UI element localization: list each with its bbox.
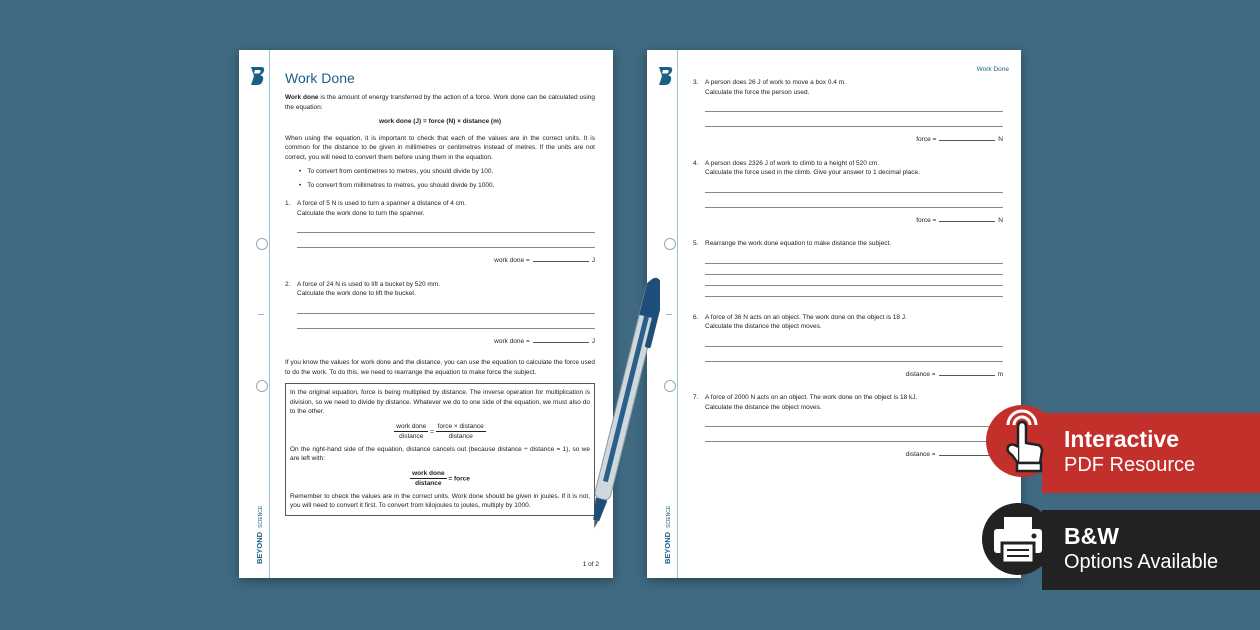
brand-sub-text: SCIENCE (258, 505, 264, 528)
brand-text: BEYOND (255, 531, 264, 564)
page-title: Work Done (285, 70, 355, 86)
interactive-banner (1042, 413, 1260, 493)
answer-line[interactable] (705, 263, 1003, 264)
punch-hole (664, 238, 676, 250)
question-instruction: Calculate the distance the object moves. (705, 403, 822, 411)
brand-text: BEYOND (663, 531, 672, 564)
answer-line[interactable] (705, 274, 1003, 275)
banner-text (1064, 522, 1218, 574)
fraction-row (290, 469, 590, 489)
answer-line[interactable] (297, 247, 595, 248)
answer-label: force = (916, 136, 937, 143)
question-number: 7. (693, 394, 699, 401)
question-text: A force of 2000 N acts on an object. The work done on the object is 18 kJ. (705, 394, 918, 401)
answer-line[interactable] (705, 207, 1003, 208)
intro-text: is the amount of energy transferred by the action of a force. Work done can be calculated using the equation: (285, 94, 595, 111)
question-text: A force of 36 N acts on an object. The work done on the object is 18 J. (705, 313, 907, 321)
answer-line[interactable] (705, 426, 1003, 427)
banner-title: Interactive (1064, 426, 1180, 452)
banner-subtitle: Options Available (1064, 551, 1219, 573)
question-2 (285, 280, 595, 347)
answer-unit: N (998, 136, 1003, 143)
answer-line[interactable] (705, 441, 1003, 442)
answer-row (693, 449, 1003, 460)
fraction: $\frac{\text{work done}}{\text{distance}}$ (396, 422, 427, 440)
worksheet-page-2 (647, 50, 1021, 578)
question-text: A person does 26 J of work to move a box 0.4 m. (705, 79, 846, 86)
printer-icon (982, 503, 1054, 575)
answer-label: distance = (905, 451, 936, 458)
banner-text (1064, 425, 1195, 477)
equals-sign: = (430, 428, 434, 436)
banner-title: B&W (1064, 523, 1119, 549)
question-instruction: Calculate the force used in the climb. Give your answer to 1 decimal place. (705, 169, 920, 176)
answer-field[interactable] (939, 134, 995, 141)
question-instruction: Calculate the distance the object moves. (705, 323, 822, 330)
result-text: = force (448, 475, 470, 483)
brand-vertical (241, 476, 281, 566)
answer-line[interactable] (297, 328, 595, 329)
question-1 (285, 199, 595, 266)
worksheet-page-1 (239, 50, 613, 578)
bullet-item: • To convert from millimetres to metres, you should divide by 1000. (299, 181, 595, 191)
answer-line[interactable] (705, 285, 1003, 286)
box-paragraph: In the original equation, force is being multiplied by distance. The inverse operation for multiplication is division, so we need to divide by distance. Whatever we do to one side of the equation, we must also do to the other. (290, 389, 590, 415)
box-paragraph: On the right-hand side of the equation, distance cancels out (because distance ÷ distance = 1), so we are left with: (290, 445, 590, 462)
page-header: Work Done (976, 66, 1009, 73)
punch-hole (256, 380, 268, 392)
answer-line[interactable] (705, 361, 1003, 362)
answer-field[interactable] (533, 336, 589, 343)
question-text: A person does 2326 J of work to climb to a height of 520 cm. (705, 159, 880, 167)
answer-unit: J (591, 337, 595, 345)
question-5 (693, 239, 1003, 297)
answer-line[interactable] (705, 346, 1003, 347)
page-number: 1 of 2 (582, 561, 599, 568)
intro-paragraph (285, 93, 595, 112)
intro-bold: Work done (285, 94, 319, 101)
answer-line[interactable] (705, 192, 1003, 193)
rearrange-paragraph: If you know the values for work done and the distance, you can use the equation to calculate the force used to do the work. To do this, we need to rearrange the equation to make force the subject. (285, 359, 595, 376)
answer-line[interactable] (297, 313, 595, 314)
answer-label: work done = (494, 257, 530, 264)
question-3 (693, 78, 1003, 145)
answer-unit: J (591, 257, 595, 264)
answer-row (693, 369, 1003, 380)
question-number: 1. (285, 200, 291, 207)
answer-field[interactable] (939, 369, 995, 376)
fraction: $\frac{\text{force × distance}}{\text{distance}}$ (437, 422, 484, 440)
question-6 (693, 313, 1003, 380)
bullet-item: • To convert from centimetres to metres, you should divide by 100. (299, 167, 595, 177)
units-paragraph: When using the equation, it is important to check that each of the values are in the correct units. It is common for the distance to be given in millimetres or centimetres instead of metres. If the units are not correct, you will need to convert them before using them in the equation. (285, 134, 595, 161)
question-7 (693, 393, 1003, 460)
answer-field[interactable] (939, 215, 995, 222)
fold-mark (666, 314, 672, 315)
beyond-logo-icon (249, 66, 265, 86)
fold-mark (258, 314, 264, 315)
question-number: 6. (693, 313, 699, 321)
answer-line[interactable] (705, 111, 1003, 112)
answer-row (693, 215, 1003, 226)
question-number: 4. (693, 159, 699, 167)
answer-label: force = (916, 216, 937, 224)
pen-icon (590, 270, 660, 540)
brand-sub-text: SCIENCE (666, 505, 672, 528)
question-instruction: Calculate the work done to turn the spanner. (297, 209, 425, 217)
tap-hand-icon (986, 405, 1058, 477)
question-instruction: Calculate the work done to lift the bucket. (297, 290, 416, 297)
punch-hole (664, 380, 676, 392)
question-number: 5. (693, 240, 699, 247)
answer-label: work done = (494, 337, 530, 345)
answer-line[interactable] (297, 232, 595, 233)
banner-subtitle: PDF Resource (1064, 454, 1196, 476)
question-text: A force of 5 N is used to turn a spanner a distance of 4 cm. (297, 200, 467, 207)
answer-line[interactable] (705, 126, 1003, 127)
fraction: $\frac{\text{work done}}{\text{distance}}$ (412, 469, 445, 487)
question-number: 3. (693, 79, 699, 86)
answer-label: distance = (905, 370, 936, 378)
question-text: A force of 24 N is used to lift a bucket by 520 mm. (297, 280, 441, 288)
beyond-logo-icon (657, 66, 673, 86)
punch-hole (256, 238, 268, 250)
answer-field[interactable] (533, 255, 589, 262)
question-number: 2. (285, 280, 291, 288)
question-instruction: Calculate the force the person used. (705, 88, 810, 96)
question-4 (693, 159, 1003, 226)
answer-row (285, 255, 595, 266)
fraction-row (290, 422, 590, 442)
box-paragraph: Remember to check the values are in the correct units. Work done should be given in joules. If it is not, you will need to convert it first. To convert from kilojoules to joules, multiply by 1000. (290, 492, 590, 509)
work-done-equation: work done (J) = force (N) × distance (m) (378, 118, 502, 125)
question-text: Rearrange the work done equation to make distance the subject. (705, 240, 892, 247)
answer-unit: m (997, 370, 1003, 378)
answer-row (285, 336, 595, 347)
answer-row (693, 134, 1003, 145)
answer-unit: N (998, 216, 1003, 224)
answer-line[interactable] (705, 296, 1003, 297)
info-box (285, 383, 595, 516)
bw-options-banner (1042, 510, 1260, 590)
